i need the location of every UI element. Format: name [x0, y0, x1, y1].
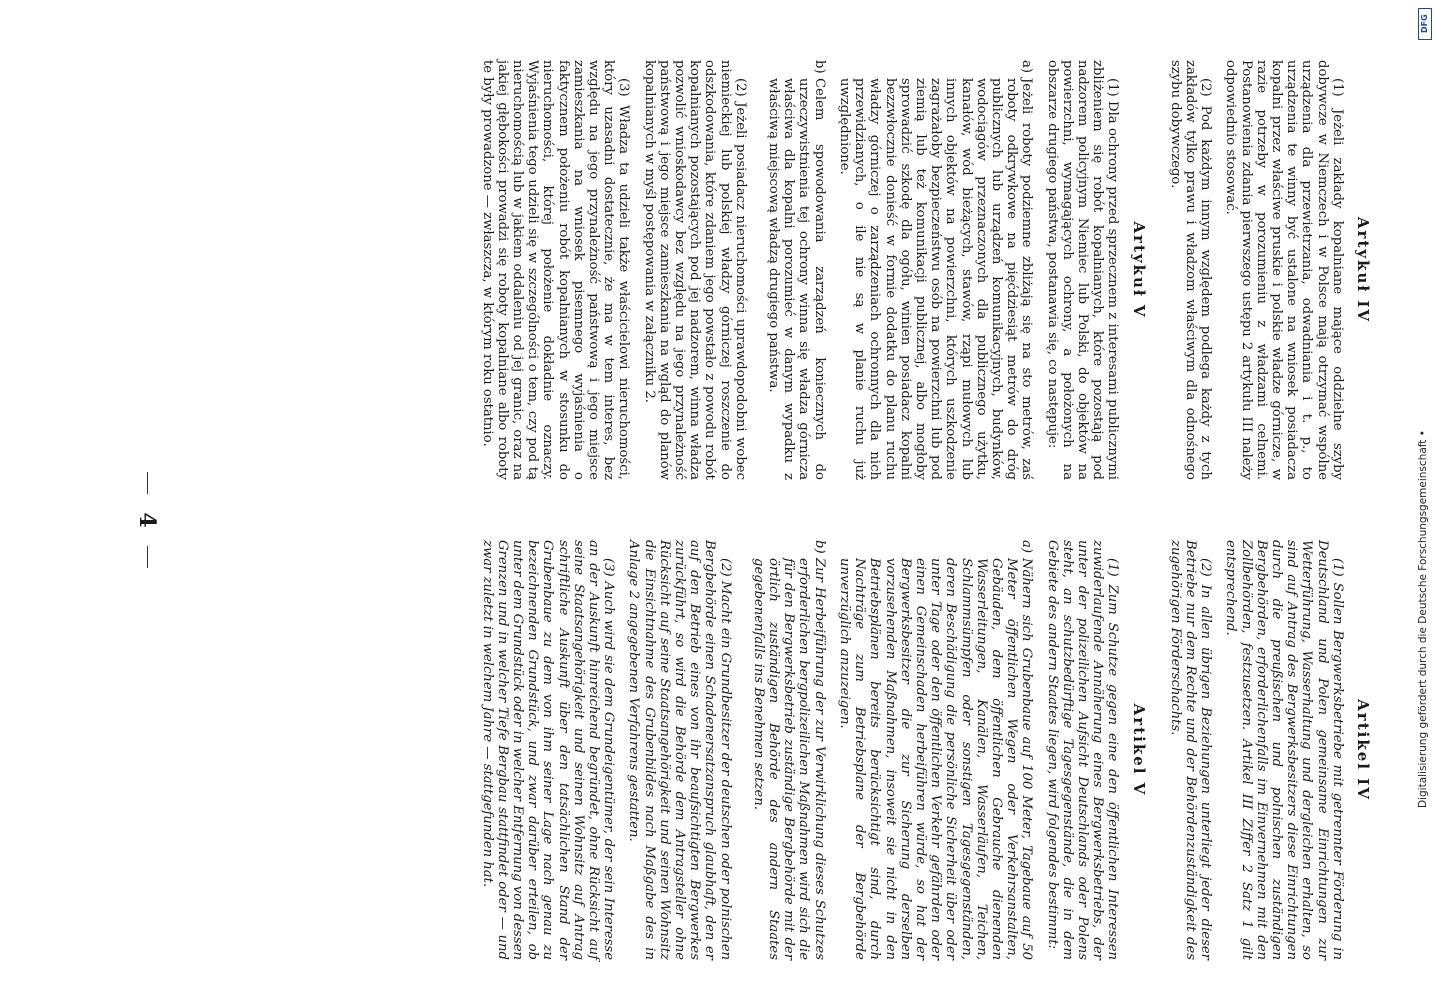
polish-article-5-heading: Artykuł V — [1129, 221, 1148, 319]
polish-column — [469, 60, 1370, 480]
digitization-credit — [1416, 8, 1430, 808]
polish-article-5-paragraph-1: (1) Dla ochrony przed sprzecznem z interesami publicznymi zbliżeniem się robót kopalnianych, które pozostają pod nadzorem policyjnym Niemiec lub Polski, do objektów na powierzchni, wymagających ochrony, a położonych na obszarze drugiego państwa, postanawia się, co następuje: — [1044, 60, 1121, 480]
german-article-4-paragraph-1: (1) Sollen Bergwerksbetriebe mit getrennter Förderung in Deutschland und Polen gemeinsame Einrichtungen zur Wetterführung, Wasserhaltung und dergleichen erhalten, so sind auf Antrag des Bergwerksbesitzers diese Einrichtungen durch die preußischen und polnischen zuständigen Bergbehörden, erforderlichenfalls im Einvernehmen mit den Zollbehörden, festzusetzen. Artikel III Ziffer 2 Satz 1 gilt entsprechend. — [1223, 540, 1345, 960]
item-b-label: b) — [811, 540, 827, 554]
german-article-4-heading: Artikel IV — [1354, 699, 1372, 801]
german-column — [469, 540, 1370, 960]
rotated-page — [80, 60, 1370, 960]
item-b-text: Celem spowodowania zarządzeń koniecznych do urzeczywistnienia tej ochrony winna się władza górnicza właściwa dla kopalni porozumieć w danym wypadku z właściwą miejscową władzą drugiego państwa. — [766, 78, 827, 480]
page-number: 4 — [134, 512, 160, 528]
item-b-text: Zur Herbeiführung der zur Verwirklichung dieses Schutzes erforderlichen bergpolizeilichen Maßnahmen wird sich die für den Bergwerksbetrieb zuständige Bergbehörde mit der örtlich zuständigen Behörde des andern Staates gegebenenfalls ins Benehmen setzen. — [750, 558, 827, 960]
digitization-credit-text: Digitalisierung gefördert durch die Deutsche Forschungsgemeinschaft • — [1417, 430, 1429, 808]
german-article-5-paragraph-3: (3) Auch wird sie dem Grundeigentümer, der sein Interesse an der Auskunft hinreichend begründet, ohne Rücksicht auf seine Staatsangehörigkeit und seinen Wohnsitz auf Antrag schriftliche Auskunft über den tatsächlichen Stand der Grubenbaue zu dem von ihm seiner Lage nach genau zu bezeichnenden Grundstück, und zwar darüber erteilen, ob unter dem Grundstück oder in welcher Entfernung von dessen Grenzen und in welcher Tiefe Bergbau stattfindet oder — und zwar zuletzt in welchem Jahre — stattgefunden hat. — [479, 540, 617, 960]
item-a-label: a) — [1019, 540, 1035, 554]
polish-article-5-paragraph-3: (3) Władza ta udzieli także właścicielowi nieruchomości, który uzasadni dostatecznie, że ma w tem interes, bez względu na jego przynależność państwową i jego miejsce zamieszkania na wniosek pisemnego wyjaśnienia o faktycznem położeniu robót kopalnianych w stosunku do nieruchomości, której położenie dokładnie oznaczy. Wyjaśnienia tego udzieli się w szczególności o tem, czy pod tą nieruchomością lub w jakiem oddaleniu od jej granic, oraz na jakiej głębokości prowadzi się roboty kopalniane albo roboty te były prowadzone — zwłaszcza, w którym roku ostatnio. — [479, 60, 632, 480]
polish-article-4-paragraph-1: (1) Jeżeli zakłady kopalniane mające oddzielne szyby dobywcze w Niemczech i w Polsce mają otrzymać wspólne urządzenia dla przewietrzania, odwadniania i t. p., to urządzenia te winny być ustalone na wniosek posiadacza kopalni przez właściwe pruskie i polskie władze górnicze, w razie potrzeby w porozumieniu z władzami celnemi. Postanowienia zdania pierwszego ustępu 2 artykułu III należy odpowiednio stosować. — [1223, 60, 1345, 480]
german-article-4-paragraph-2: (2) In allen übrigen Beziehungen unterliegt jeder dieser Betriebe nur dem Rechte und der Behördenzuständigkeit des zugehörigen Förderschachts. — [1167, 540, 1214, 960]
dfg-logo: DFG — [1418, 8, 1432, 40]
german-article-5-heading: Artikel V — [1129, 703, 1148, 797]
polish-article-4-paragraph-2: (2) Pod każdym innym względem podlega każdy z tych zakładów tylko prawu i władzom właściwym dla odnośnego szybu dobywczego. — [1167, 60, 1214, 480]
item-b-label: b) — [811, 60, 827, 74]
item-a-label: a) — [1019, 60, 1035, 74]
page-number-rule-right — [147, 546, 148, 568]
polish-article-5-paragraph-2: (2) Jeżeli posiadacz nieruchomości uprawdopodobni wobec niemieckiej lub polskiej władzy górniczej roszczenie do odszkodowania, które zdaniem jego powstało z powodu robót kopalnianych pozostających pod jej nadzorem, winna władza pozwolić wnioskodawcy bez względu na jego przynależność państwową i jego miejsce zamieszkania na wgląd do planów kopalnianych w myśl postępowania w załączniku 2. — [641, 60, 748, 480]
polish-article-5-item-b — [766, 60, 827, 480]
polish-article-5-item-a — [837, 60, 1035, 480]
polish-article-4-heading: Artykuł IV — [1354, 216, 1372, 324]
german-article-5-item-a — [837, 540, 1035, 960]
item-a-text: Jeżeli roboty podziemne zbliżają się na sto metrów, zaś roboty odkrywkowe na pięćdziesiąt metrów do dróg publicznych lub urządzeń komunikacyjnych, budynków, wodociągów przeznaczonych dla publicznego użytku, kanałów, wód bieżących, stawów, rząpi mułowych lub innych objektów na powierzchni, których uszkodzenie zagrażałoby bezpieczeństwu osób na powierzchni lub pod ziemią lub też komunikacji publicznej, albo mogłoby sprowadzić szkodę dla ogółu, winien posiadacz kopalni bezzwłocznie donieść w formie dodatku do planu ruchu władzy górniczej o zarządzeniach ochronnych dla nich przewidzianych, o ile nie są w planie ruchu już uwzględnione. — [836, 78, 1035, 480]
german-article-5-item-b — [751, 540, 827, 960]
german-article-5-paragraph-2: (2) Macht ein Grundbesitzer der deutschen oder polnischen Bergbehörde einen Schadenersatzanspruch glaubhaft, den er auf den Betrieb eines von ihr beaufsichtigten Bergwerkes zurückführt, so wird die Behörde dem Antragsteller ohne Rücksicht auf seine Staatsangehörigkeit und seinen Wohnsitz die Einsichtnahme des Grubenbildes nach Maßgabe des in Anlage 2 angegebenen Verfahrens gestatten. — [626, 540, 733, 960]
item-a-text: Nähern sich Grubenbaue auf 100 Meter, Tagebaue auf 50 Meter öffentlichen Wegen oder Verkehrsanstalten, Gebäuden, dem öffentlichen Gebrauche dienenden Wasserleitungen, Kanälen, Wasserläufen, Teichen, Schlammsümpfen oder sonstigen Tagesgegenständen, deren Beschädigung die persönliche Sicherheit über oder unter Tage oder den öffentlichen Verkehr gefährden oder einen Gemeinschaden herbeiführen würde, so hat der Bergwerksbesitzer die zur Sicherung derselben vorzusehenden Maßnahmen, insoweit sie nicht in den Betriebsplänen bereits berücksichtigt sind, durch Nachträge zum Betriebsplane der Bergbehörde unverzüglich anzuzeigen. — [836, 558, 1035, 960]
german-article-5-paragraph-1: (1) Zum Schutze gegen eine den öffentlichen Interessen zuwiderlaufende Annäherung eines Bergwerksbetriebs, der unter der polizeilichen Aufsicht Deutschlands oder Polens steht, an schutzbedürftige Tagesgegenstände, die in dem Gebiete des andern Staates liegen, wird folgendes bestimmt: — [1044, 540, 1121, 960]
